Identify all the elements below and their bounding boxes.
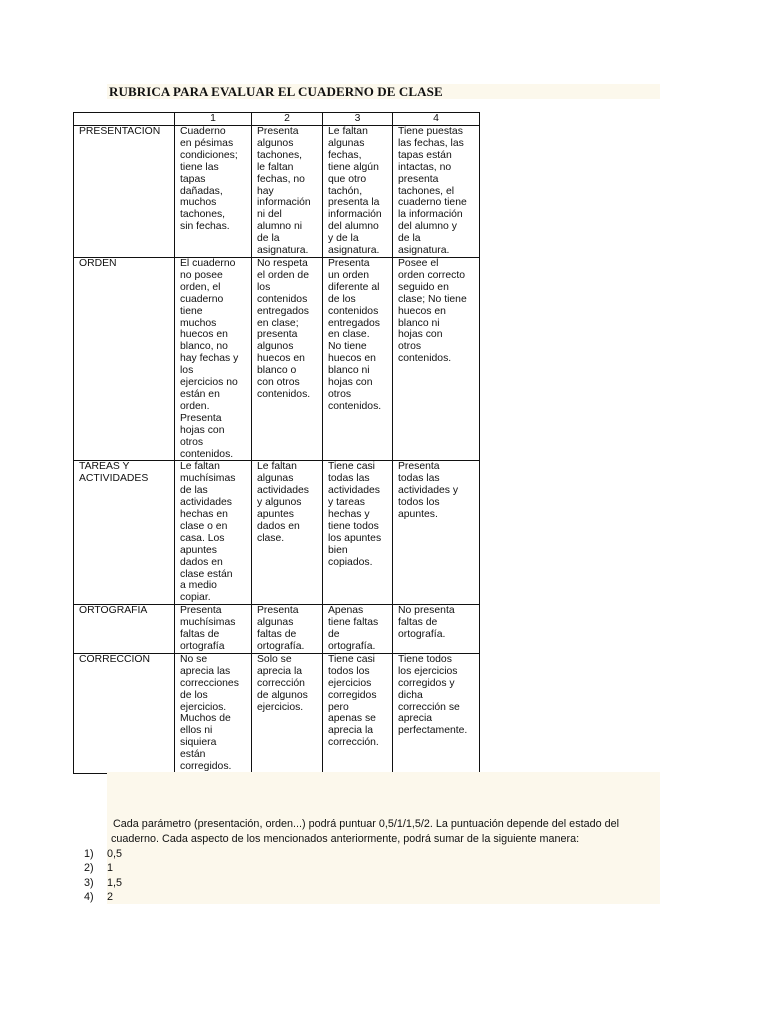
level-cell — [252, 258, 323, 461]
list-number: 2) — [84, 862, 94, 875]
table-row-tareas — [74, 461, 480, 605]
criterion-cell — [74, 461, 175, 605]
table-row-correccion — [74, 653, 480, 773]
score-list — [84, 847, 122, 905]
table-row-orden — [74, 258, 480, 461]
scoring-note — [111, 817, 631, 846]
score-value: 0,5 — [107, 848, 123, 860]
level-description: Solo se aprecia la corrección de algunos ejercicios. — [257, 653, 308, 713]
criterion-cell — [74, 653, 175, 773]
level-description: No respeta el orden de los contenidos entregados en clase; presenta algunos huecos en blanco o con otros contenidos. — [257, 258, 311, 400]
level-cell — [393, 605, 480, 654]
header-cell-criterion — [74, 113, 175, 126]
list-number: 4) — [84, 891, 94, 904]
level-cell — [393, 258, 480, 461]
criterion-label: ORTOGRAFIA — [79, 605, 148, 617]
level-description: Le faltan algunas actividades y algunos apuntes dados en clase. — [257, 461, 309, 544]
level-description: El cuaderno no posee orden, el cuaderno tiene muchos huecos en blanco, no hay fechas y los ejercicios no están en orden. Presenta hojas con otros contenidos. — [180, 258, 239, 460]
level-cell — [175, 126, 252, 258]
score-value: 1,5 — [107, 876, 123, 889]
level-description: No se aprecia las correcciones de los ejercicios. Muchos de ellos ni siquiera están corregidos. — [180, 653, 239, 773]
table-row-presentacion — [74, 126, 480, 258]
level-cell — [393, 461, 480, 605]
level-description: Tiene casi todas las actividades y tareas hechas y tiene todos los apuntes bien copiados. — [328, 461, 382, 568]
criterion-cell — [74, 126, 175, 258]
level-description: No presenta faltas de ortografía. — [398, 605, 455, 641]
level-description: Tiene casi todos los ejercicios corregidos pero apenas se aprecia la corrección. — [328, 653, 379, 749]
criterion-cell — [74, 605, 175, 654]
level-description: Apenas tiene faltas de ortografía. — [328, 605, 379, 652]
table-header-row — [74, 113, 480, 126]
level-cell — [175, 461, 252, 605]
rubric-table — [73, 112, 480, 774]
level-cell — [175, 258, 252, 461]
level-cell — [252, 653, 323, 773]
level-description: Presenta algunas faltas de ortografía. — [257, 605, 305, 652]
header-cell-level-3: 3 — [323, 113, 393, 126]
level-cell — [393, 126, 480, 258]
header-cell-level-1: 1 — [175, 113, 252, 126]
note-line-1: Cada parámetro (presentación, orden...) podrá puntuar 0,5/1/1,5/2. La puntuación depende del estado del — [113, 818, 620, 830]
level-cell — [252, 605, 323, 654]
level-description: Cuaderno en pésimas condiciones; tiene las tapas dañadas, muchos tachones, sin fechas. — [180, 126, 238, 233]
level-description: Presenta un orden diferente al de los contenidos entregados en clase. No tiene huecos en blanco ni hojas con otros contenidos. — [328, 258, 382, 412]
criterion-label: CORRECCION — [79, 653, 151, 665]
header-cell-level-2: 2 — [252, 113, 323, 126]
level-description: Le faltan algunas fechas, tiene algún que otro tachón, presenta la información del alumno y de la asignatura. — [328, 126, 382, 257]
list-item — [84, 847, 122, 861]
level-cell — [323, 461, 393, 605]
criterion-label: TAREAS Y ACTIVIDADES — [79, 461, 149, 485]
list-item — [84, 890, 122, 904]
level-cell — [323, 605, 393, 654]
level-description: Tiene todos los ejercicios corregidos y dicha corrección se aprecia perfectamente. — [398, 653, 468, 737]
level-description: Posee el orden correcto seguido en clase; No tiene huecos en blanco ni hojas con otros contenidos. — [398, 258, 467, 365]
list-number: 1) — [84, 848, 94, 860]
note-line-2: cuaderno. Cada aspecto de los mencionados anteriormente, podrá sumar de la siguiente manera: — [111, 832, 580, 845]
page-title: RUBRICA PARA EVALUAR EL CUADERNO DE CLASE — [109, 84, 443, 99]
level-description: Presenta muchísimas faltas de ortografía — [180, 605, 236, 652]
list-item — [84, 861, 122, 875]
level-cell — [393, 653, 480, 773]
score-value: 2 — [107, 891, 114, 904]
table-row-ortografia — [74, 605, 480, 654]
level-cell — [252, 126, 323, 258]
list-item — [84, 876, 122, 890]
list-number: 3) — [84, 876, 94, 889]
level-description: Tiene puestas las fechas, las tapas están intactas, no presenta tachones, el cuaderno tiene la información del alumno y de la asignatura. — [398, 126, 467, 257]
level-cell — [175, 653, 252, 773]
level-cell — [323, 126, 393, 258]
level-description: Le faltan muchísimas de las actividades hechas en clase o en casa. Los apuntes dados en clase están a medio copiar. — [180, 461, 236, 604]
header-cell-level-4: 4 — [393, 113, 480, 126]
level-cell — [175, 605, 252, 654]
level-cell — [252, 461, 323, 605]
level-description: Presenta algunos tachones, le faltan fechas, no hay información ni del alumno ni de la asignatura. — [257, 126, 311, 257]
level-description: Presenta todas las actividades y todos los apuntes. — [398, 461, 459, 521]
criterion-cell — [74, 258, 175, 461]
score-value: 1 — [107, 862, 114, 875]
level-cell — [323, 653, 393, 773]
criterion-label: ORDEN — [79, 258, 117, 269]
level-cell — [323, 258, 393, 461]
criterion-label: PRESENTACION — [79, 126, 161, 137]
